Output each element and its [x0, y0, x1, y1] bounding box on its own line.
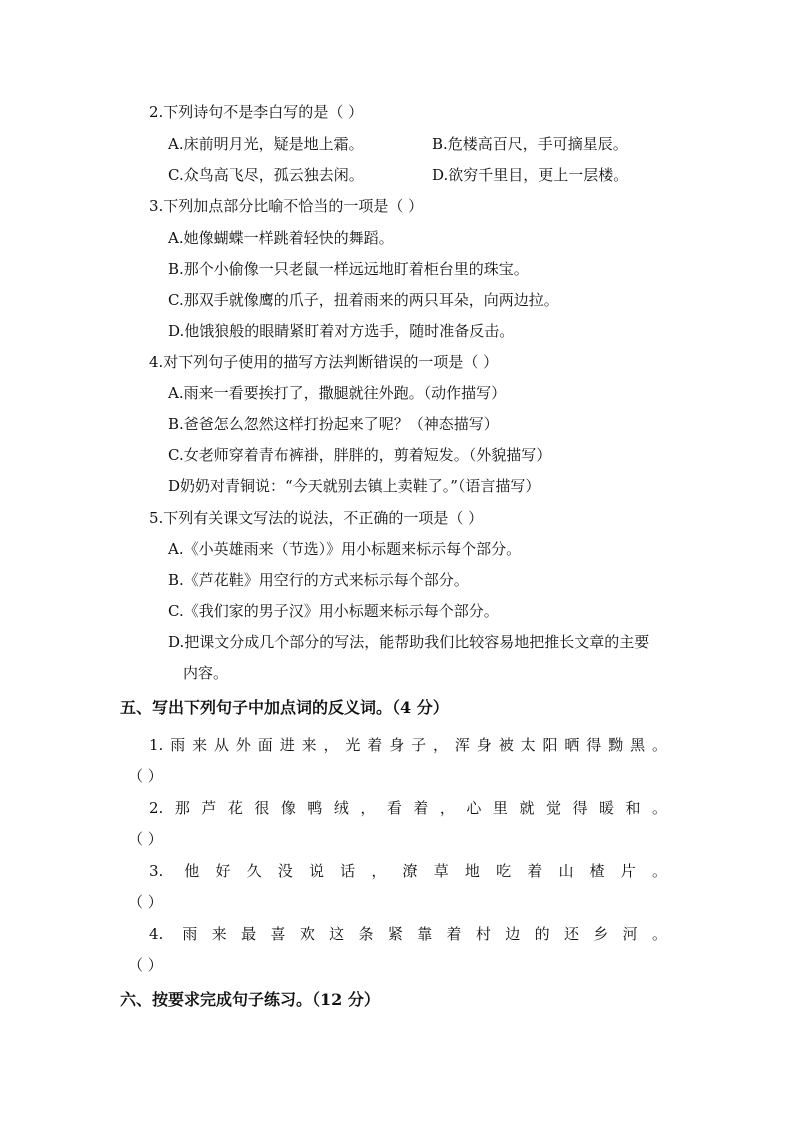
- section5-item-3: 3. 他好久没说话，潦草地吃着山楂片。: [149, 862, 667, 880]
- section5-item-4: 4. 雨来最喜欢这条紧靠着村边的还乡河。: [149, 925, 667, 943]
- q3-option-c: C.那双手就像鹰的爪子，扭着雨来的两只耳朵，向两边拉。: [168, 291, 559, 309]
- q3-stem: 3.下列加点部分比喻不恰当的一项是（ ）: [149, 197, 424, 215]
- q4-option-c: C.女老师穿着青布裤褂，胖胖的，剪着短发。（外貌描写）: [168, 446, 552, 464]
- section5-blank-3[interactable]: （ ）: [128, 893, 163, 911]
- section5-item-1: 1.雨来从外面进来，光着身子，浑身被太阳晒得黝黑。: [149, 736, 667, 754]
- q3-option-b: B.那个小偷像一只老鼠一样远远地盯着柜台里的珠宝。: [168, 260, 529, 278]
- q5-option-c: C.《我们家的男子汉》用小标题来标示每个部分。: [168, 602, 499, 620]
- q2-stem: 2.下列诗句不是李白写的是（ ）: [149, 103, 364, 121]
- q5-option-d: D.把课文分成几个部分的写法，能帮助我们比较容易地把推长文章的主要: [168, 633, 650, 651]
- q4-option-d: D奶奶对青铜说：“今天就别去镇上卖鞋了。”（语言描写）: [168, 477, 541, 495]
- q2-option-d: D.欲穷千里目，更上一层楼。: [432, 166, 629, 184]
- q4-stem: 4.对下列句子使用的描写方法判断错误的一项是（ ）: [149, 353, 499, 371]
- q2-option-c: C.众鸟高飞尽，孤云独去闲。: [168, 166, 364, 184]
- q4-option-a: A.雨来一看要挨打了，撒腿就往外跑。（动作描写）: [168, 384, 507, 402]
- section5-blank-2[interactable]: （ ）: [128, 830, 163, 848]
- q4-option-b: B.爸爸怎么忽然这样打扮起来了呢？（神态描写）: [168, 415, 499, 433]
- q5-stem: 5.下列有关课文写法的说法，不正确的一项是（ ）: [149, 509, 484, 527]
- q5-option-d-continued: 内容。: [183, 664, 229, 682]
- section5-blank-1[interactable]: （ ）: [128, 767, 163, 785]
- q3-option-d: D.他饿狼般的眼睛紧盯着对方选手，随时准备反击。: [168, 322, 515, 340]
- section6-title: 六、按要求完成句子练习。（12 分）: [120, 990, 380, 1009]
- q5-option-b: B.《芦花鞋》用空行的方式来标示每个部分。: [168, 571, 469, 589]
- section5-item-2: 2.那芦花很像鸭绒，看着，心里就觉得暖和。: [149, 799, 667, 817]
- q2-option-b: B.危楼高百尺，手可摘星辰。: [432, 135, 628, 153]
- section5-title: 五、写出下列句子中加点词的反义词。（4 分）: [120, 698, 449, 717]
- q5-option-a: A.《小英雄雨来（节选）》用小标题来标示每个部分。: [168, 540, 522, 558]
- section5-blank-4[interactable]: （ ）: [128, 956, 163, 974]
- q3-option-a: A.她像蝴蝶一样跳着轻快的舞蹈。: [168, 229, 394, 247]
- q2-option-a: A.床前明月光，疑是地上霜。: [168, 135, 364, 153]
